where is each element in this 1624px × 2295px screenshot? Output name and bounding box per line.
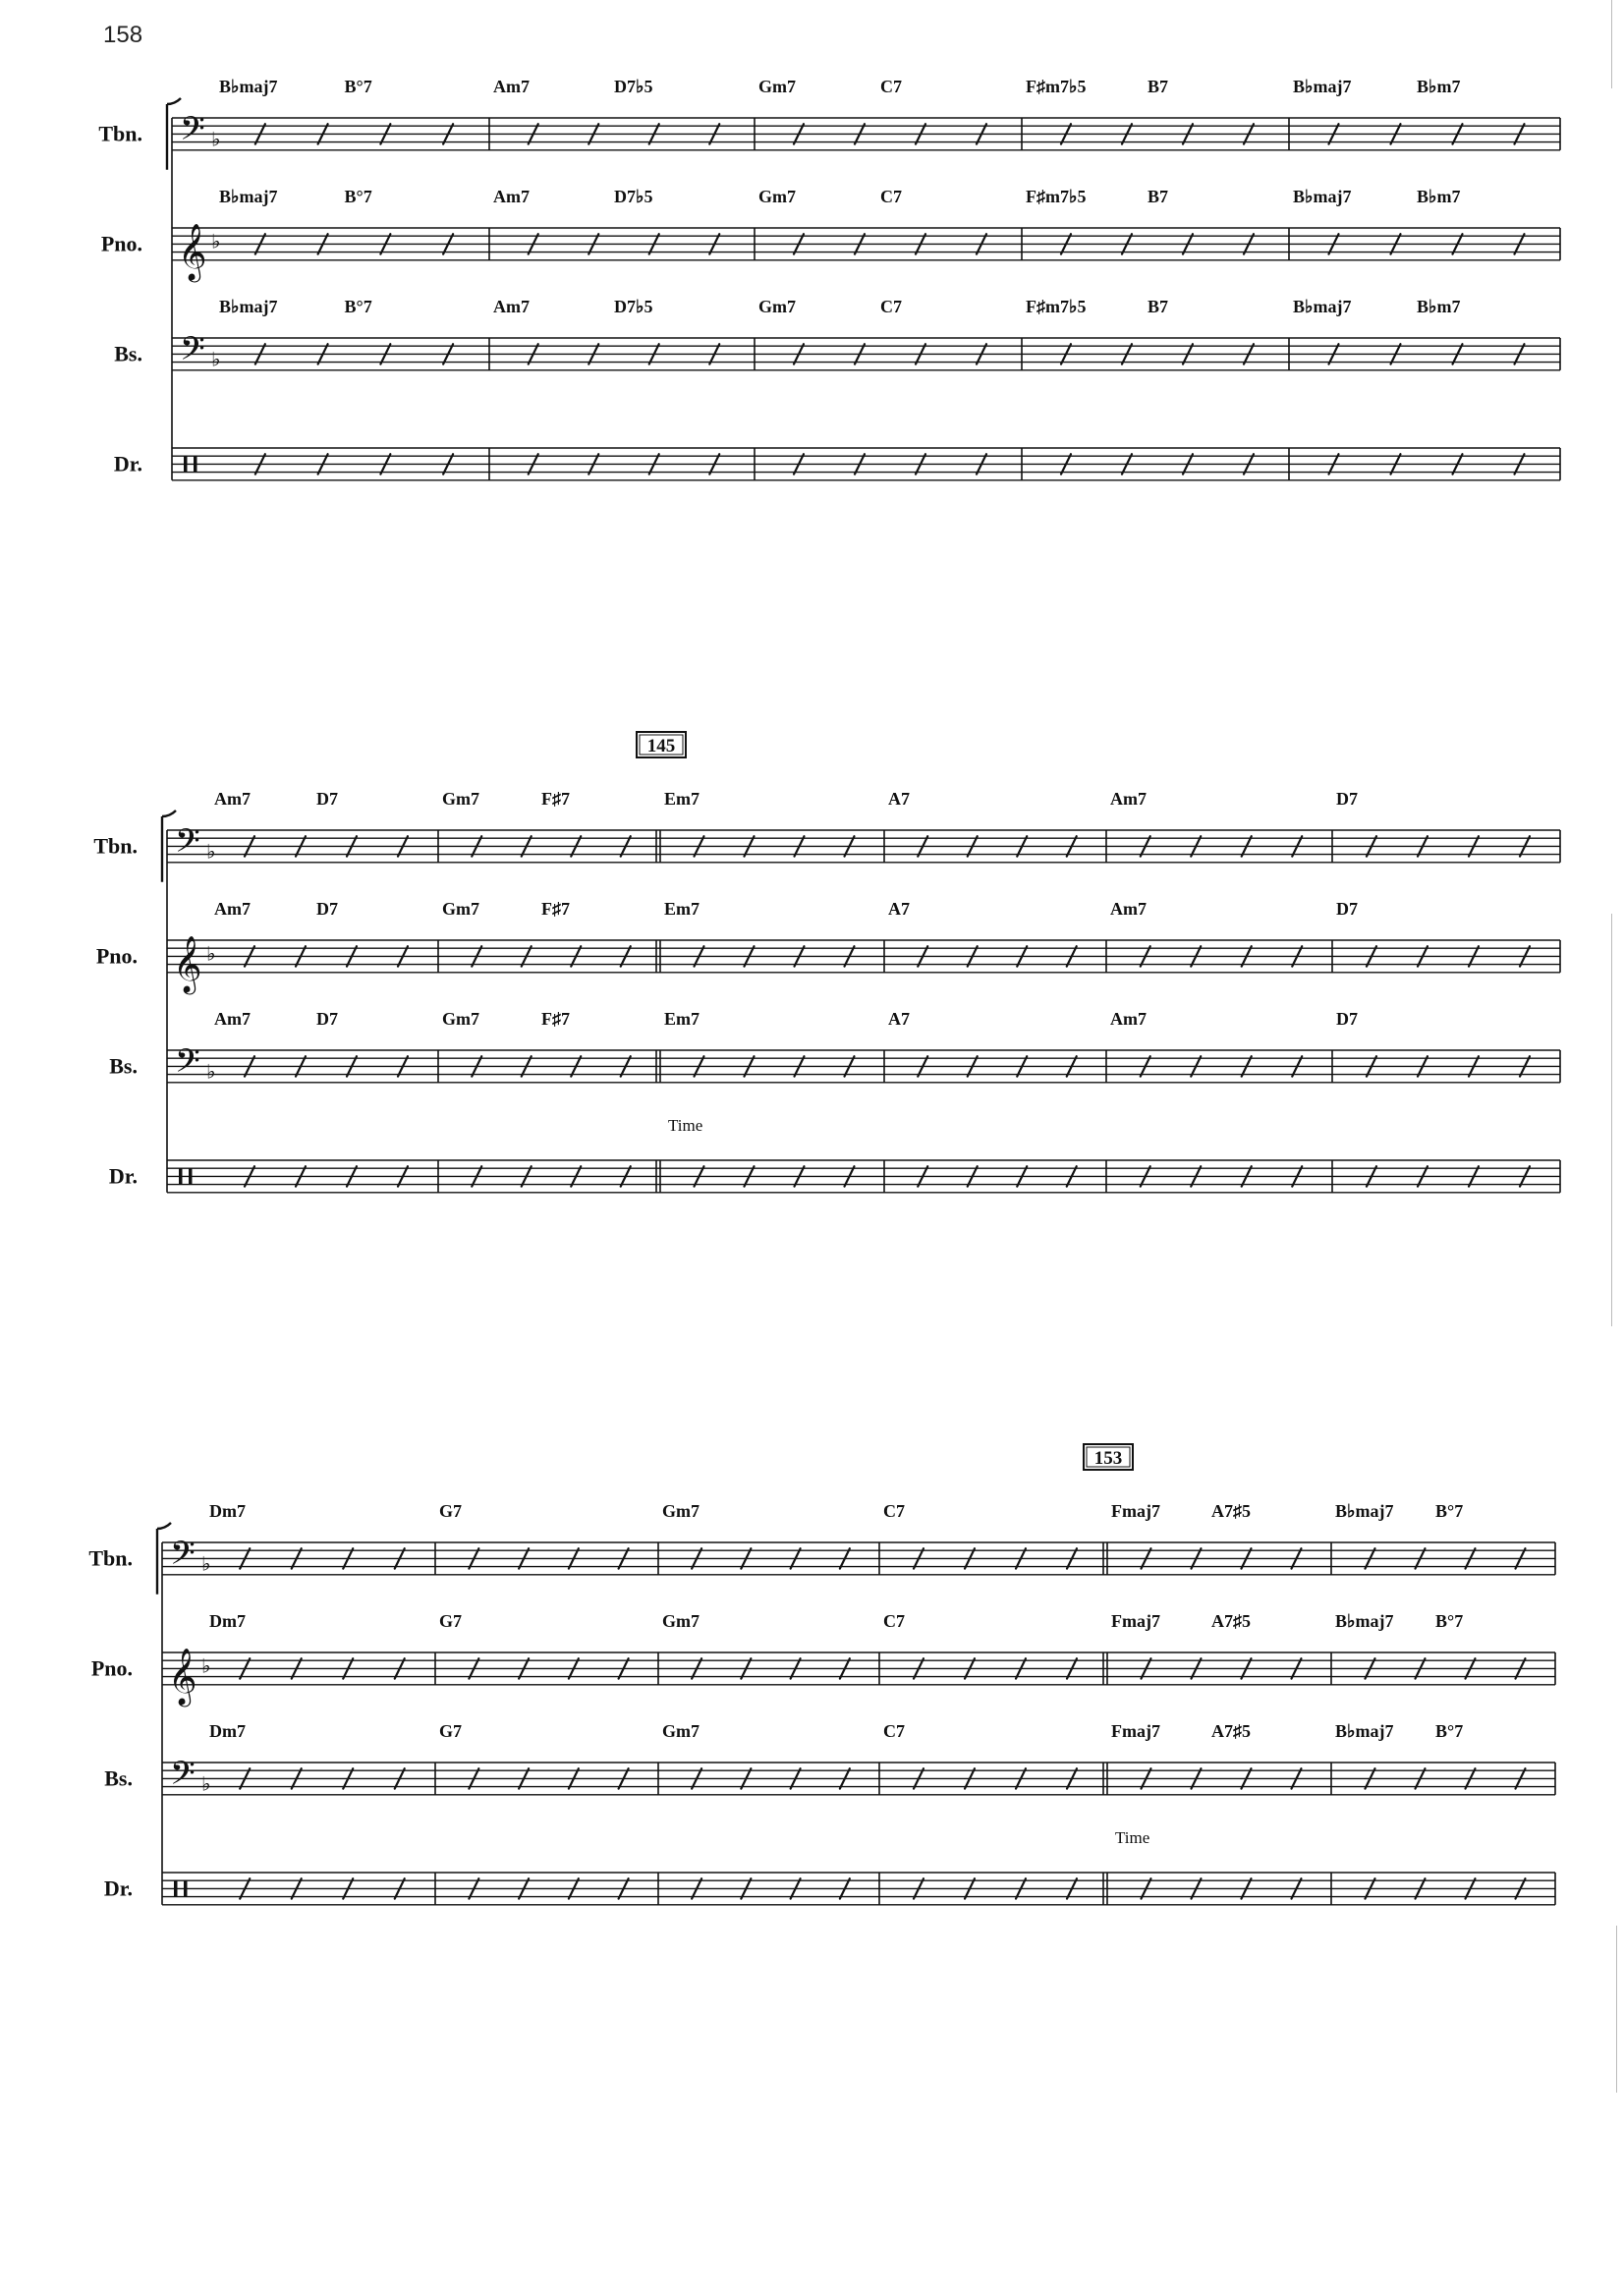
drum-instruction-text: Time (668, 1116, 703, 1135)
instrument-label-tbn: Tbn. (98, 121, 142, 146)
chord-symbol: A7♯5 (1211, 1611, 1251, 1631)
chord-symbol: B♭maj7 (1293, 297, 1352, 316)
chord-symbol: Fmaj7 (1111, 1611, 1160, 1631)
staff-dr (114, 448, 1560, 480)
chord-symbol: D7 (316, 1009, 338, 1029)
chord-symbol: D7 (316, 899, 338, 919)
key-signature-flat-icon: ♭ (211, 229, 221, 253)
chord-symbol: Am7 (1110, 1009, 1147, 1029)
drum-instruction-text: Time (1115, 1828, 1150, 1847)
chord-symbol: Am7 (214, 899, 251, 919)
instrument-label-pno: Pno. (95, 943, 138, 969)
bass-clef-icon: 𝄢 (180, 110, 205, 156)
instrument-label-dr: Dr. (113, 451, 142, 476)
scan-edge-mark (1611, 914, 1612, 1326)
chord-symbol: B7 (1148, 187, 1169, 206)
chord-symbol: Am7 (1110, 899, 1147, 919)
chord-symbol: D7 (1336, 1009, 1358, 1029)
instrument-label-tbn: Tbn. (93, 833, 138, 859)
chord-symbol: B°7 (1435, 1611, 1464, 1631)
chord-symbol: B°7 (344, 297, 372, 316)
chord-symbol: Gm7 (758, 297, 796, 316)
instrument-label-dr: Dr. (108, 1163, 138, 1189)
system-3 (88, 1444, 1555, 1905)
bass-clef-icon: 𝄢 (180, 330, 205, 376)
chord-symbol: Gm7 (442, 1009, 479, 1029)
key-signature-flat-icon: ♭ (206, 839, 216, 864)
chord-symbol: F♯7 (541, 1009, 570, 1029)
chord-symbol: B°7 (344, 187, 372, 206)
instrument-label-dr: Dr. (103, 1875, 133, 1901)
chord-symbol: F♯m7♭5 (1026, 297, 1087, 316)
chord-symbol: B♭m7 (1417, 77, 1461, 96)
chord-symbol: Gm7 (662, 1611, 700, 1631)
chord-symbol: A7♯5 (1211, 1721, 1251, 1741)
chord-symbol: B♭maj7 (219, 77, 278, 96)
chord-symbol: F♯m7♭5 (1026, 77, 1087, 96)
chord-symbol: B7 (1148, 77, 1169, 96)
chord-symbol: B°7 (1435, 1501, 1464, 1521)
bass-clef-icon: 𝄢 (170, 1535, 196, 1581)
rehearsal-number: 145 (646, 736, 676, 756)
chord-symbol: Gm7 (758, 187, 796, 206)
chord-symbol: Am7 (493, 77, 530, 96)
chord-symbol: B7 (1148, 297, 1169, 316)
chord-symbol: D7♭5 (614, 187, 653, 206)
chord-symbol: B♭maj7 (219, 187, 278, 206)
chord-symbol: Gm7 (442, 899, 479, 919)
chord-symbol: Em7 (664, 789, 700, 809)
chord-symbol: D7 (316, 789, 338, 809)
staff-tbn (98, 77, 1560, 156)
chord-symbol: B♭maj7 (1335, 1501, 1394, 1521)
chord-symbol: Gm7 (442, 789, 479, 809)
staff-dr (109, 1116, 1560, 1193)
page-number: 158 (103, 22, 143, 48)
staff-bs (109, 1009, 1560, 1089)
chord-symbol: Em7 (664, 899, 700, 919)
chord-symbol: D7 (1336, 789, 1358, 809)
staff-dr (104, 1828, 1555, 1905)
chord-symbol: B♭maj7 (1293, 77, 1352, 96)
key-signature-flat-icon: ♭ (206, 941, 216, 966)
treble-clef-icon: 𝄞 (168, 1647, 197, 1705)
rehearsal-number: 153 (1093, 1448, 1123, 1469)
chord-symbol: B♭maj7 (1335, 1611, 1394, 1631)
chord-symbol: C7 (883, 1501, 905, 1521)
chord-symbol: C7 (880, 187, 902, 206)
chord-symbol: Gm7 (662, 1721, 700, 1741)
staff-pno (101, 187, 1560, 283)
chord-symbol: B°7 (1435, 1721, 1464, 1741)
chord-symbol: B♭m7 (1417, 297, 1461, 316)
chord-symbol: F♯7 (541, 899, 570, 919)
chord-symbol: B♭m7 (1417, 187, 1461, 206)
chord-symbol: B♭maj7 (1293, 187, 1352, 206)
instrument-label-pno: Pno. (100, 231, 142, 256)
chord-symbol: Am7 (1110, 789, 1147, 809)
key-signature-flat-icon: ♭ (206, 1059, 216, 1084)
instrument-label-bs: Bs. (114, 341, 142, 366)
chord-symbol: C7 (880, 297, 902, 316)
chord-symbol: F♯m7♭5 (1026, 187, 1087, 206)
instrument-label-bs: Bs. (104, 1765, 133, 1791)
chord-symbol: Am7 (214, 1009, 251, 1029)
chord-symbol: B♭maj7 (219, 297, 278, 316)
chord-symbol: B♭maj7 (1335, 1721, 1394, 1741)
chord-symbol: F♯7 (541, 789, 570, 809)
instrument-label-bs: Bs. (109, 1053, 138, 1079)
chord-symbol: D7 (1336, 899, 1358, 919)
system-1 (98, 77, 1560, 480)
chord-symbol: A7 (888, 899, 910, 919)
chord-symbol: Dm7 (209, 1611, 246, 1631)
chord-symbol: A7 (888, 789, 910, 809)
instrument-label-tbn: Tbn. (88, 1545, 133, 1571)
system-2 (93, 732, 1560, 1193)
chord-symbol: D7♭5 (614, 77, 653, 96)
chord-symbol: B°7 (344, 77, 372, 96)
chord-symbol: Am7 (493, 187, 530, 206)
key-signature-flat-icon: ♭ (201, 1653, 211, 1678)
key-signature-flat-icon: ♭ (201, 1771, 211, 1796)
chord-symbol: C7 (883, 1611, 905, 1631)
chord-symbol: Em7 (664, 1009, 700, 1029)
staff-tbn (93, 789, 1560, 868)
treble-clef-icon: 𝄞 (178, 222, 207, 280)
treble-clef-icon: 𝄞 (173, 934, 202, 992)
key-signature-flat-icon: ♭ (211, 347, 221, 371)
chord-symbol: A7 (888, 1009, 910, 1029)
rehearsal-mark (637, 732, 686, 757)
chord-symbol: G7 (439, 1721, 463, 1741)
chord-symbol: G7 (439, 1611, 463, 1631)
chord-symbol: Am7 (493, 297, 530, 316)
instrument-label-pno: Pno. (90, 1655, 133, 1681)
bass-clef-icon: 𝄢 (175, 1042, 200, 1089)
chord-symbol: C7 (883, 1721, 905, 1741)
chord-symbol: C7 (880, 77, 902, 96)
key-signature-flat-icon: ♭ (211, 127, 221, 151)
rehearsal-mark (1084, 1444, 1133, 1470)
chord-symbol: A7♯5 (1211, 1501, 1251, 1521)
key-signature-flat-icon: ♭ (201, 1551, 211, 1576)
scan-edge-mark (1611, 0, 1612, 88)
chord-symbol: G7 (439, 1501, 463, 1521)
chord-symbol: Dm7 (209, 1721, 246, 1741)
chord-symbol: D7♭5 (614, 297, 653, 316)
staff-pno (91, 1611, 1555, 1707)
chord-symbol: Dm7 (209, 1501, 246, 1521)
staff-tbn (88, 1501, 1555, 1581)
staff-bs (104, 1721, 1555, 1801)
bass-clef-icon: 𝄢 (170, 1755, 196, 1801)
staff-bs (114, 297, 1560, 376)
chord-symbol: Fmaj7 (1111, 1501, 1160, 1521)
chord-symbol: Am7 (214, 789, 251, 809)
chord-symbol: Gm7 (758, 77, 796, 96)
staff-pno (96, 899, 1560, 995)
chord-symbol: Fmaj7 (1111, 1721, 1160, 1741)
bass-clef-icon: 𝄢 (175, 822, 200, 868)
chord-symbol: Gm7 (662, 1501, 700, 1521)
scan-edge-mark (1616, 1926, 1617, 2093)
